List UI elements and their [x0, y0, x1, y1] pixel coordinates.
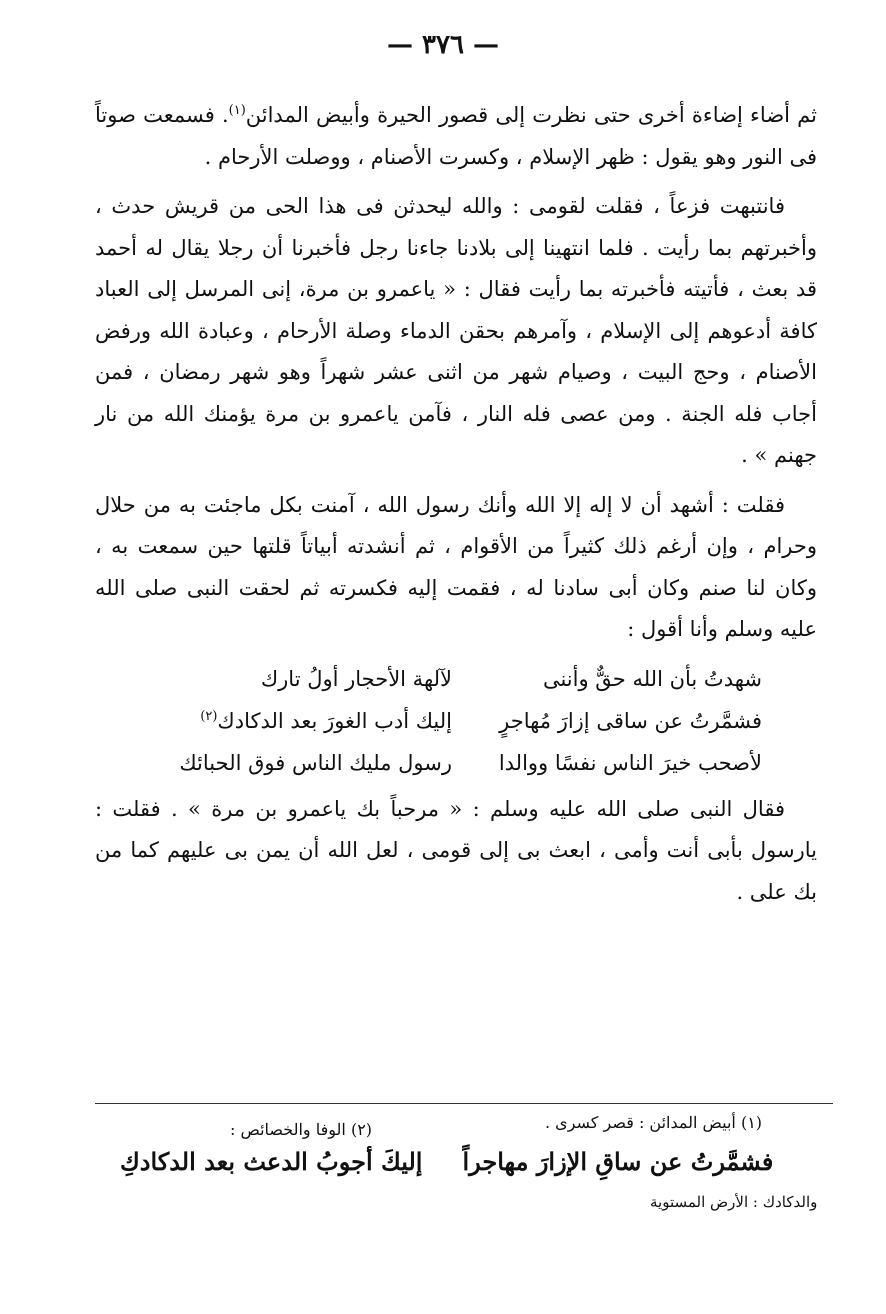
poem-verse	[95, 743, 762, 785]
paragraph-2: فانتبهت فزعاً ، فقلت لقومى : والله ليحدثن فى هذا الحى من قريش حدث ، وأخبرتهم بما رأيت . فلما انتهينا إلى بلادنا جاءنا رجل فأخبرنا أن رجلا يقال له أحمد قد بعث ، فأتيته فأخبرته بما رأيت فقال : « ياعمرو بن مرة، إنى المرسل إلى العباد كافة أدعوهم إلى الإسلام ، وآمرهم بحقن الدماء وصلة الأرحام ، وعبادة الله ورفض الأصنام ، وحج البيت ، وصيام شهر من اثنى عشر شهراً وهو شهر رمضان ، فمن أجاب فله الجنة . ومن عصى فله النار ، فآمن ياعمرو بن مرة يؤمنك الله من نار جهنم » .	[95, 194, 817, 467]
verse-first-hemistich: شهدتُ بأن الله حقٌّ وأننى	[542, 666, 762, 691]
poem	[95, 659, 817, 785]
paragraph-4: فقال النبى صلى الله عليه وسلم : « مرحباً بك ياعمرو بن مرة » . فقلت : يارسول بأبى أنت وأمى ، ابعث بى إلى قومى ، لعل الله أن يمن بى عليهم كما من بك على .	[95, 796, 818, 904]
footnote-verse-first-hemistich: فشمَّرتُ عن ساقِ الإزارَ مهاجراً	[462, 1147, 774, 1176]
footnote-3: والدكادك : الأرض المستوية	[650, 1193, 818, 1211]
paragraph-1-text: ثم أضاء إضاءة أخرى حتى نظرت إلى قصور الحيرة وأبيض المدائن	[245, 103, 817, 127]
footnote-divider	[95, 1103, 833, 1104]
footnote-2: (٢) الوفا والخصائص :	[230, 1120, 373, 1139]
verse-first-hemistich: لأصحب خيرَ الناس نفسًا ووالدا	[498, 750, 762, 775]
verse-second-hemistich	[182, 701, 452, 743]
paragraph-1	[95, 95, 817, 178]
verse-second-hemistich-text: إليك أدب الغورَ بعد الدكادك	[217, 708, 452, 733]
footnote-verse	[120, 1147, 773, 1176]
paragraph-1-continued: . فسمعت صوتاً فى النور وهو يقول : ظهر الإسلام ، وكسرت الأصنام ، ووصلت الأرحام .	[95, 103, 817, 169]
verse-first-hemistich: فشمَّرتُ عن ساقى إزارَ مُهاجرٍ	[499, 708, 762, 733]
paragraph-3: فقلت : أشهد أن لا إله إلا الله وأنك رسول الله ، آمنت بكل ماجئت به من حلال وحرام ، وإن أرغم ذلك كثيراً من الأقوام ، ثم أنشدته أبياتاً قلتها حين سمعت به ، وكان لنا صنم وكان أبى سادنا له ، فقمت إليه فكسرته ثم لحقت النبى صلى الله عليه وسلم وأنا أقول :	[95, 492, 817, 641]
page-number: — ٣٧٦ —	[386, 30, 500, 60]
main-text	[95, 95, 817, 921]
footnote-verse-second-hemistich: إليكَ أجوبُ الدعث بعد الدكادكِ	[120, 1147, 423, 1176]
poem-verse	[95, 659, 762, 701]
footnote-1: (١) أبيض المدائن : قصر كسرى .	[545, 1113, 763, 1132]
verse-second-hemistich: لآلهة الأحجار أولُ تارك	[260, 666, 452, 691]
footnote-mark-1: (١)	[228, 103, 246, 118]
poem-verse	[95, 701, 762, 743]
footnote-mark-2: (٢)	[200, 708, 218, 724]
verse-second-hemistich: رسول مليك الناس فوق الحبائك	[179, 750, 452, 775]
